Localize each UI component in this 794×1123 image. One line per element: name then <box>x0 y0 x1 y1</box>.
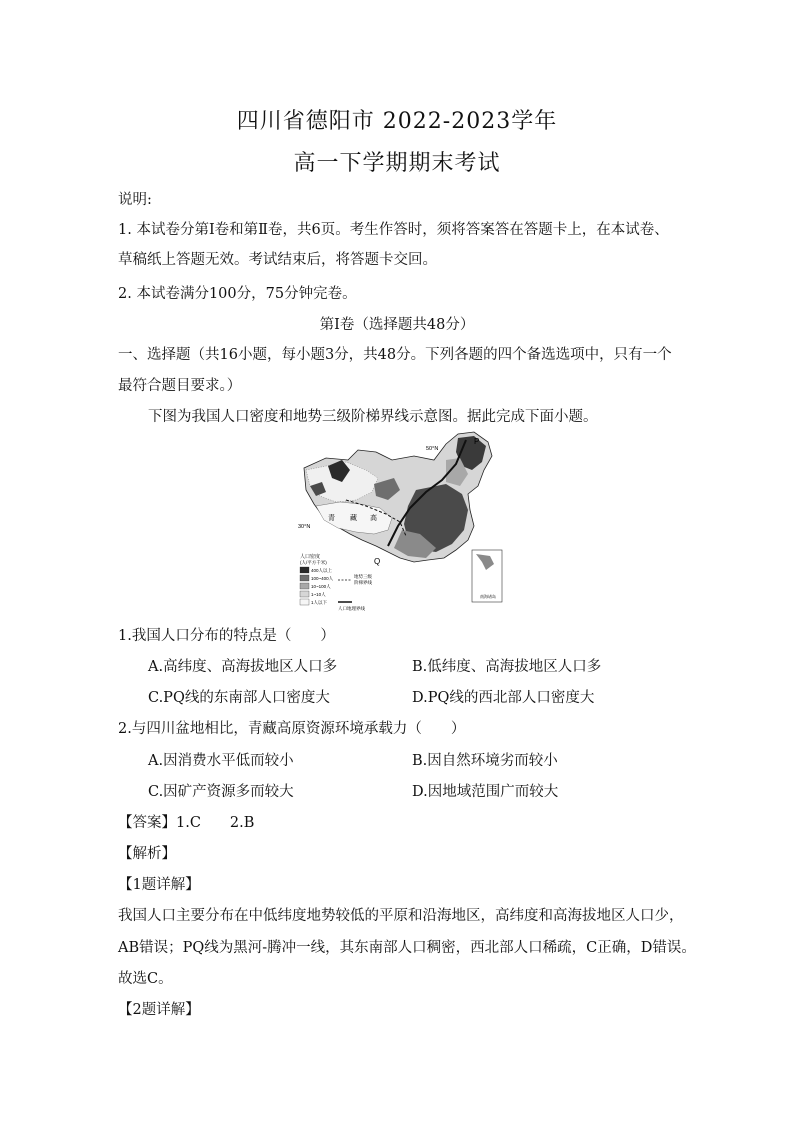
map-legend <box>300 553 372 612</box>
legend-swatch-100-400 <box>300 575 309 581</box>
analysis-heading: 【解析】 <box>118 846 176 862</box>
region-label-qing: 青 <box>328 514 335 522</box>
q1-stem: 1.我国人口分布的特点是（ ） <box>118 628 335 644</box>
question-intro: 下图为我国人口密度和地势三级阶梯界线示意图。据此完成下面小题。 <box>148 409 598 425</box>
legend-swatch-below-1 <box>300 599 309 605</box>
q1-option-d: D.PQ线的西北部人口密度大 <box>412 690 595 706</box>
answer-line: 【答案】1.C 2.B <box>118 815 255 831</box>
region-label-zang: 藏 <box>350 514 357 522</box>
q1-option-a: A.高纬度、高海拔地区人口多 <box>148 659 338 675</box>
region-label-gao: 高 <box>370 514 377 522</box>
legend-swatch-10-100 <box>300 583 309 589</box>
legend-unit: (人/平方千米) <box>300 560 327 565</box>
legend-staircase-label1: 地势三级 <box>354 574 372 579</box>
q1-option-c: C.PQ线的东南部人口密度大 <box>148 690 330 706</box>
notes-heading: 说明: <box>118 192 152 208</box>
doc-title-line1: 四川省德阳市 2022-2023学年 <box>236 109 558 134</box>
detail1-line1: 我国人口主要分布在中低纬度地势较低的平原和沿海地区，高纬度和高海拔地区人口少， <box>118 908 684 924</box>
legend-swatch-400 <box>300 567 309 573</box>
lat-50-label: 50°N <box>426 446 439 452</box>
point-p-label: P <box>474 437 480 446</box>
legend-item-10-100: 10~100人 <box>311 584 331 589</box>
q2-option-c: C.因矿产资源多而较大 <box>148 784 294 800</box>
q1-option-b: B.低纬度、高海拔地区人口多 <box>412 659 602 675</box>
point-q-label: Q <box>374 557 381 566</box>
population-density-map <box>296 430 506 614</box>
legend-swatch-1-10 <box>300 591 309 597</box>
section-instructions-line1: 一、选择题（共16小题，每小题3分，共48分。下列各题的四个备选选项中，只有一个 <box>118 347 672 363</box>
detail1-heading: 【1题详解】 <box>118 877 200 893</box>
notes-item1-line1: 1. 本试卷分第Ⅰ卷和第Ⅱ卷，共6页。考生作答时，须将答案答在答题卡上，在本试卷、 <box>118 222 669 238</box>
inset-label: 南海诸岛 <box>480 594 496 599</box>
legend-pq-label: 人口地理界线 <box>338 606 365 611</box>
legend-title: 人口密度 <box>300 554 321 560</box>
q2-option-d: D.因地域范围广而较大 <box>412 784 559 800</box>
section-heading: 第Ⅰ卷（选择题共48分） <box>319 317 475 333</box>
q2-option-b: B.因自然环境劣而较小 <box>412 753 558 769</box>
notes-item1-line2: 草稿纸上答题无效。考试结束后，将答题卡交回。 <box>118 252 437 268</box>
legend-item-100-400: 100~400人 <box>311 576 334 581</box>
legend-staircase-label2: 阶梯界线 <box>354 580 372 585</box>
q2-option-a: A.因消费水平低而较小 <box>148 753 294 769</box>
detail2-heading: 【2题详解】 <box>118 1002 200 1018</box>
legend-item-1-10: 1~10人 <box>311 592 326 597</box>
section-instructions-line2: 最符合题目要求。） <box>118 378 242 394</box>
doc-title-line2: 高一下学期期末考试 <box>293 151 501 176</box>
q2-stem: 2.与四川盆地相比，青藏高原资源环境承载力（ ） <box>118 721 466 737</box>
lat-30-label: 30°N <box>298 524 311 530</box>
detail1-line2: AB错误；PQ线为黑河-腾冲一线，其东南部人口稠密，西北部人口稀疏，C正确，D错误。 <box>118 940 696 956</box>
legend-item-below-1: 1人以下 <box>311 600 328 605</box>
detail1-line3: 故选C。 <box>118 971 173 987</box>
legend-item-400: 400人以上 <box>311 568 333 573</box>
notes-item2: 2. 本试卷满分100分，75分钟完卷。 <box>118 286 357 302</box>
